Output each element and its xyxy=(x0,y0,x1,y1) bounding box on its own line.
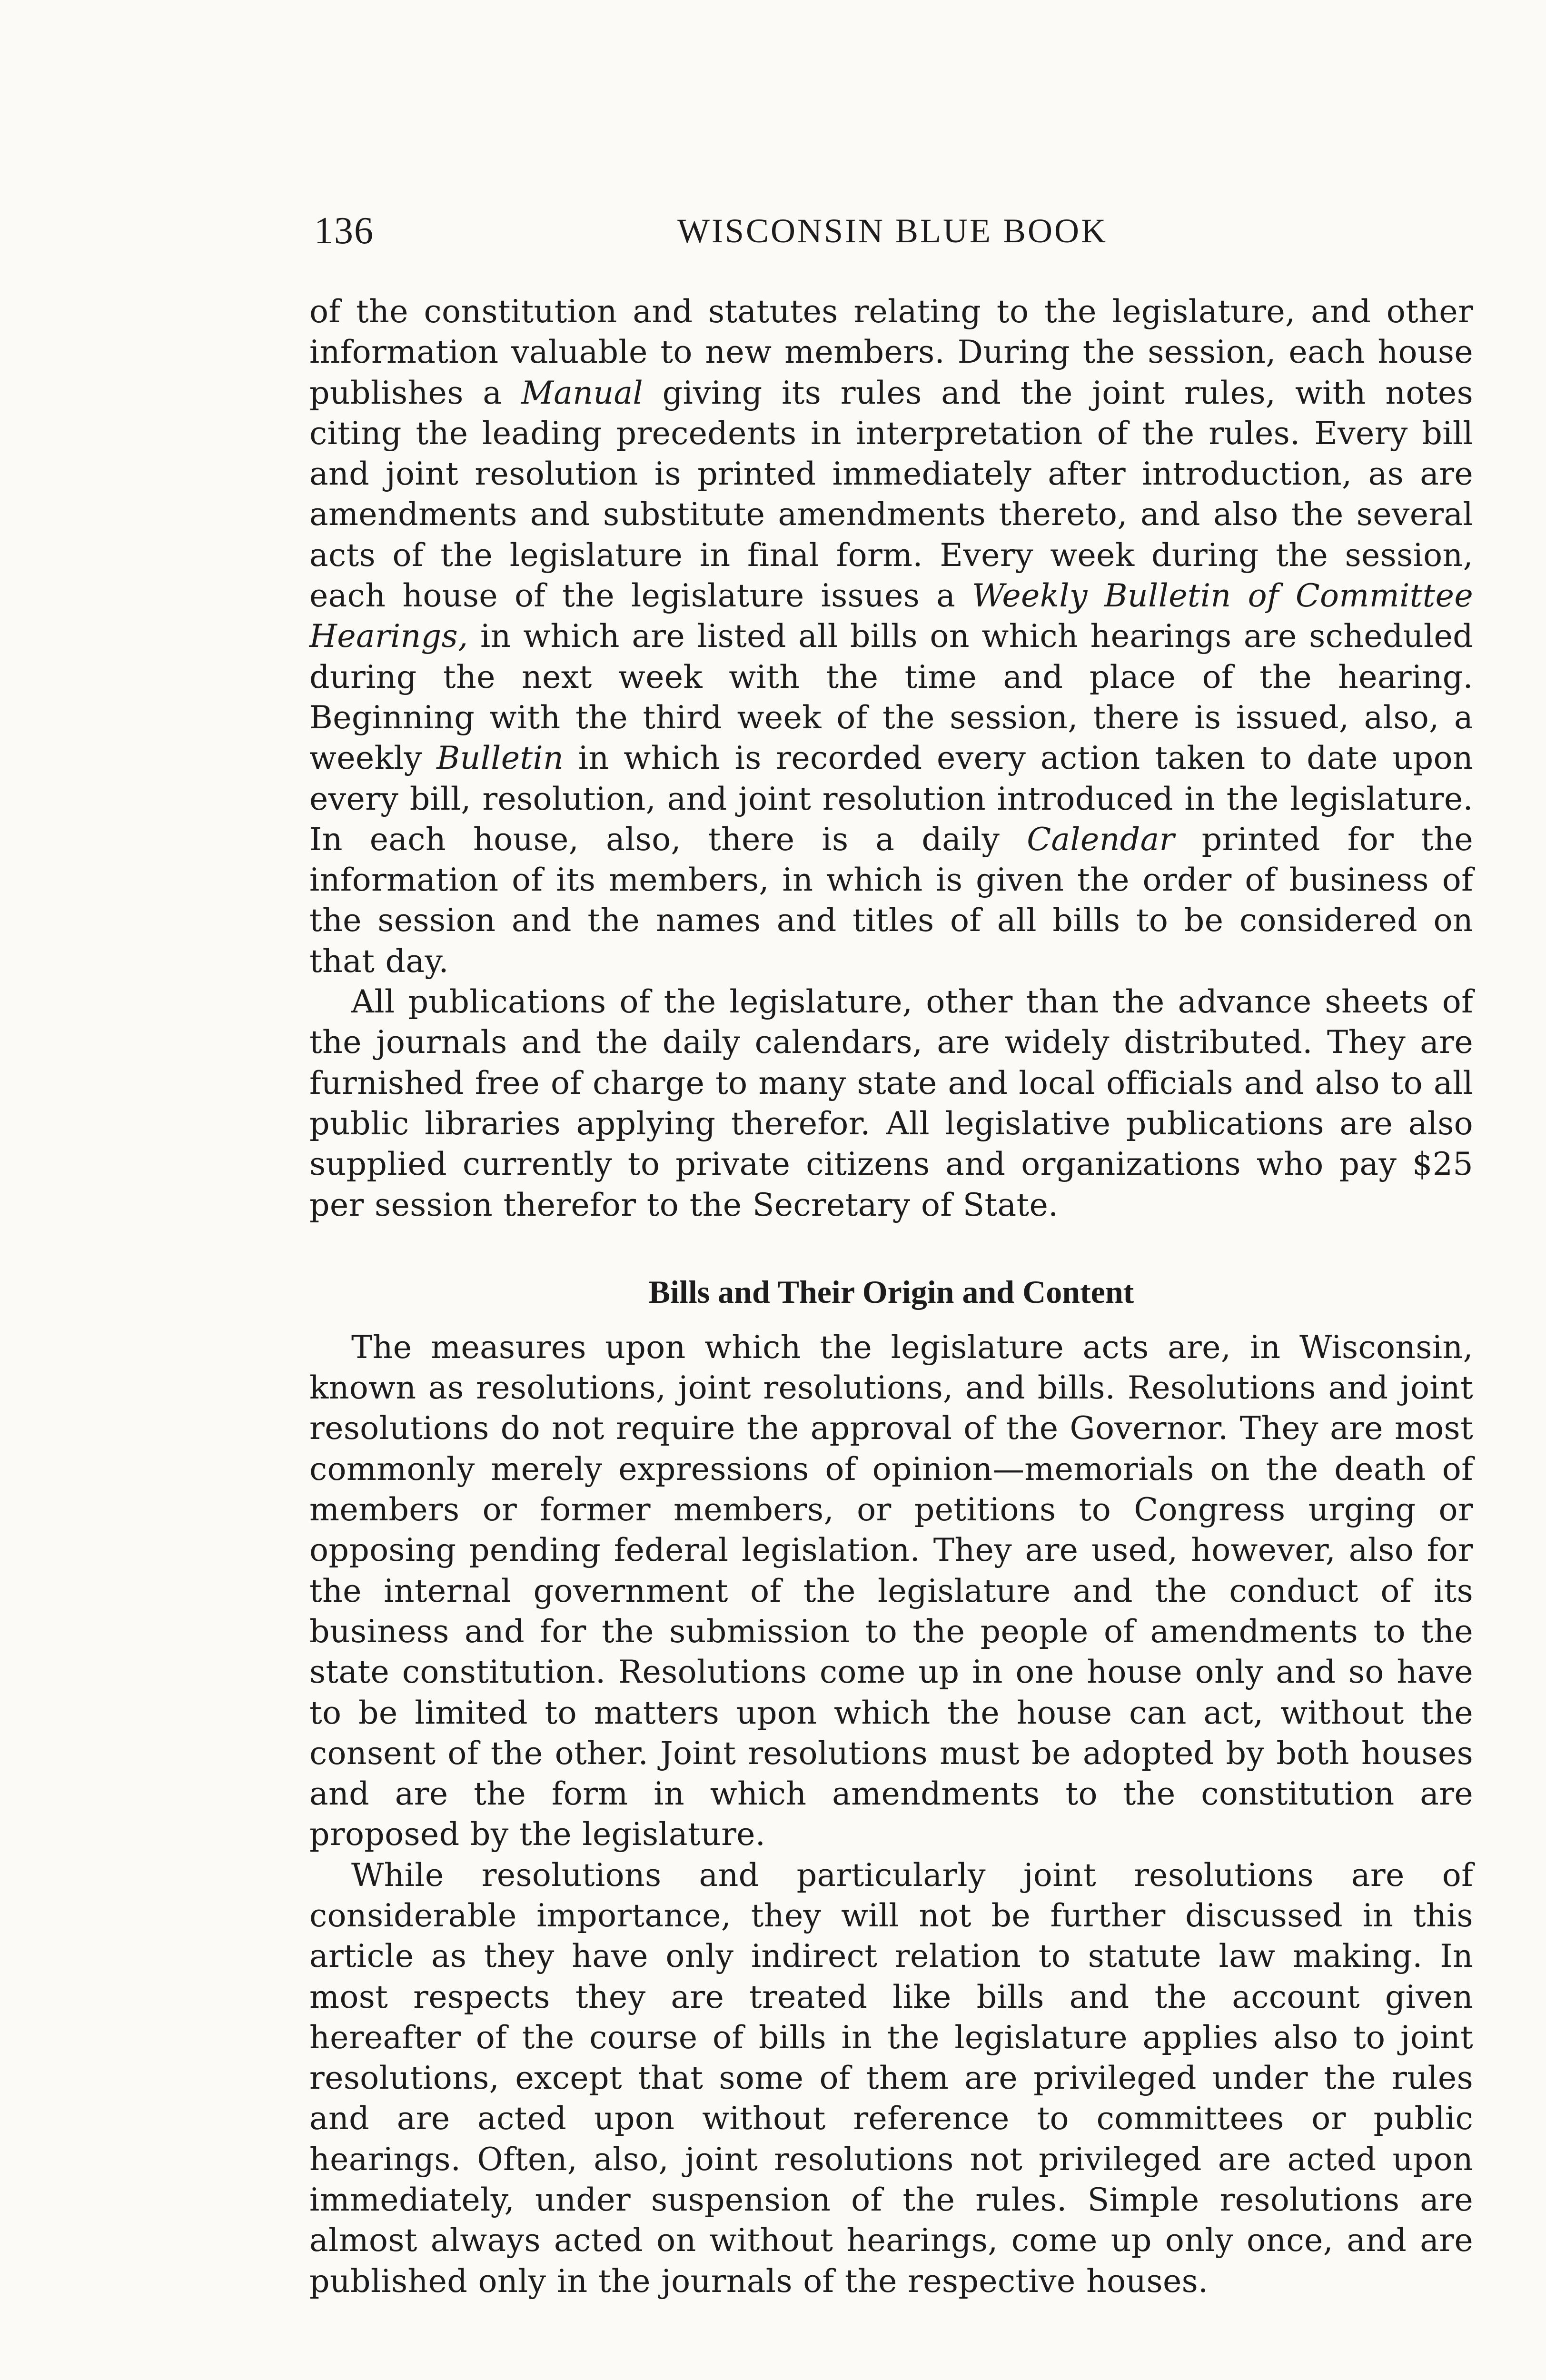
p1-italic-bulletin: Bulletin xyxy=(436,739,564,777)
running-head xyxy=(314,205,1471,257)
book-title: WISCONSIN BLUE BOOK xyxy=(677,212,1108,250)
p1-text-5: printed for the information of its members, in which is given the order of business of the session and the names and titles of all bills to be considered on that day. xyxy=(309,820,1473,980)
paragraph-publications: All publications of the legislature, other than the advance sheets of the journals and the daily calendars, are widely distributed. They are furnished free of charge to many state and local officials and also to all public libraries applying therefor. All legislative publications are also supplied currently to private citizens and organizations who pay $25 per session therefor to the Secretary of State. xyxy=(309,983,1473,1223)
p1-italic-manual: Manual xyxy=(521,374,643,411)
page-number: 136 xyxy=(314,210,374,252)
paragraph-resolutions: While resolutions and particularly joint resolutions are of considerable importance, they will not be further discussed in this article as they have only indirect relation to statute law making. In most respects they are treated like bills and the account given hereafter of the course of bills in the legislature applies also to joint resolutions, except that some of them are privileged under the rules and are acted upon without reference to committees or public hearings. Often, also, joint resolutions not privileged are acted upon immediately, under suspension of the rules. Simple resolutions are almost always acted on without hearings, come up only once, and are published only in the journals of the respective houses. xyxy=(309,1856,1473,2300)
paragraph-measures: The measures upon which the legislature acts are, in Wisconsin, known as resolutions, joint resolutions, and bills. Resolutions and joint resolutions do not require the approval of the Governor. They are most commonly merely expressions of opinion—memorials on the death of members or former members, or petitions to Congress urging or opposing pending federal legislation. They are used, however, also for the internal government of the legislature and the conduct of its business and for the submission to the people of amendments to the state constitution. Resolutions come up in one house only and so have to be limited to matters upon which the house can act, without the consent of the other. Joint resolutions must be adopted by both houses and are the form in which amendments to the constitution are proposed by the legislature. xyxy=(309,1328,1473,1853)
p1-text-2: giving its rules and the joint rules, with notes citing the leading precedents in interpretation of the rules. Every bill and joint resolution is printed immediately after introduction, as are amendments and substitute amendments thereto, and also the several acts of the legislature in final form. Every week during the session, each house of the legislature issues a xyxy=(309,374,1473,615)
section-heading: Bills and Their Origin and Content xyxy=(648,1273,1134,1310)
paragraph-continued xyxy=(309,291,1473,982)
p1-text-3: in which are listed all bills on which hearings are scheduled during the next week with the time and place of the hearing. Beginning with the third week of the session, there is issued, also, a weekly xyxy=(309,617,1473,777)
p1-italic-weekly-bulletin: Weekly Bulletin of Committee Hearings, xyxy=(309,577,1473,655)
p1-text-4: in which is recorded every action taken to date upon every bill, resolution, and joint resolution introduced in the legislature. In each house, also, there is a daily xyxy=(309,739,1473,858)
body-text xyxy=(309,291,1473,2301)
p1-italic-calendar: Calendar xyxy=(1027,820,1175,858)
p1-text-1: of the constitution and statutes relating to the legislature, and other information valuable to new members. During the session, each house publishes a xyxy=(309,293,1473,411)
